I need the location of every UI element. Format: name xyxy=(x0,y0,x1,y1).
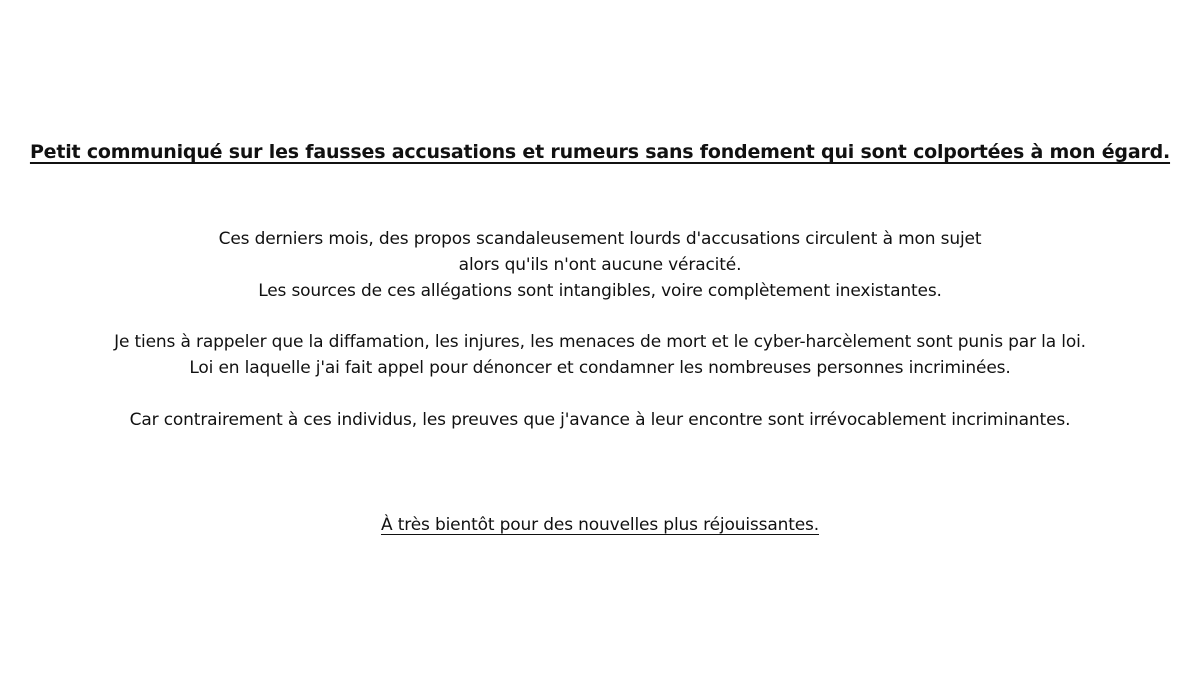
paragraph-law-reminder xyxy=(0,329,1200,381)
paragraph-line: alors qu'ils n'ont aucune véracité. xyxy=(458,255,742,275)
paragraph-line: Car contrairement à ces individus, les preuves que j'avance à leur encontre sont irrévocablement incriminantes. xyxy=(129,410,1071,430)
paragraph-line: Les sources de ces allégations sont intangibles, voire complètement inexistantes. xyxy=(258,281,942,301)
closing-line: À très bientôt pour des nouvelles plus réjouissantes. xyxy=(380,515,819,535)
paragraph-line: Ces derniers mois, des propos scandaleusement lourds d'accusations circulent à mon sujet xyxy=(218,229,982,249)
paragraph-line: Je tiens à rappeler que la diffamation, les injures, les menaces de mort et le cyber-harcèlement sont punis par la loi. xyxy=(114,332,1086,352)
statement-title: Petit communiqué sur les fausses accusations et rumeurs sans fondement qui sont colportées à mon égard. xyxy=(29,141,1171,163)
paragraph-accusations xyxy=(0,226,1200,304)
paragraph-evidence xyxy=(0,407,1200,433)
paragraph-line: Loi en laquelle j'ai fait appel pour dénoncer et condamner les nombreuses personnes incriminées. xyxy=(189,358,1011,378)
